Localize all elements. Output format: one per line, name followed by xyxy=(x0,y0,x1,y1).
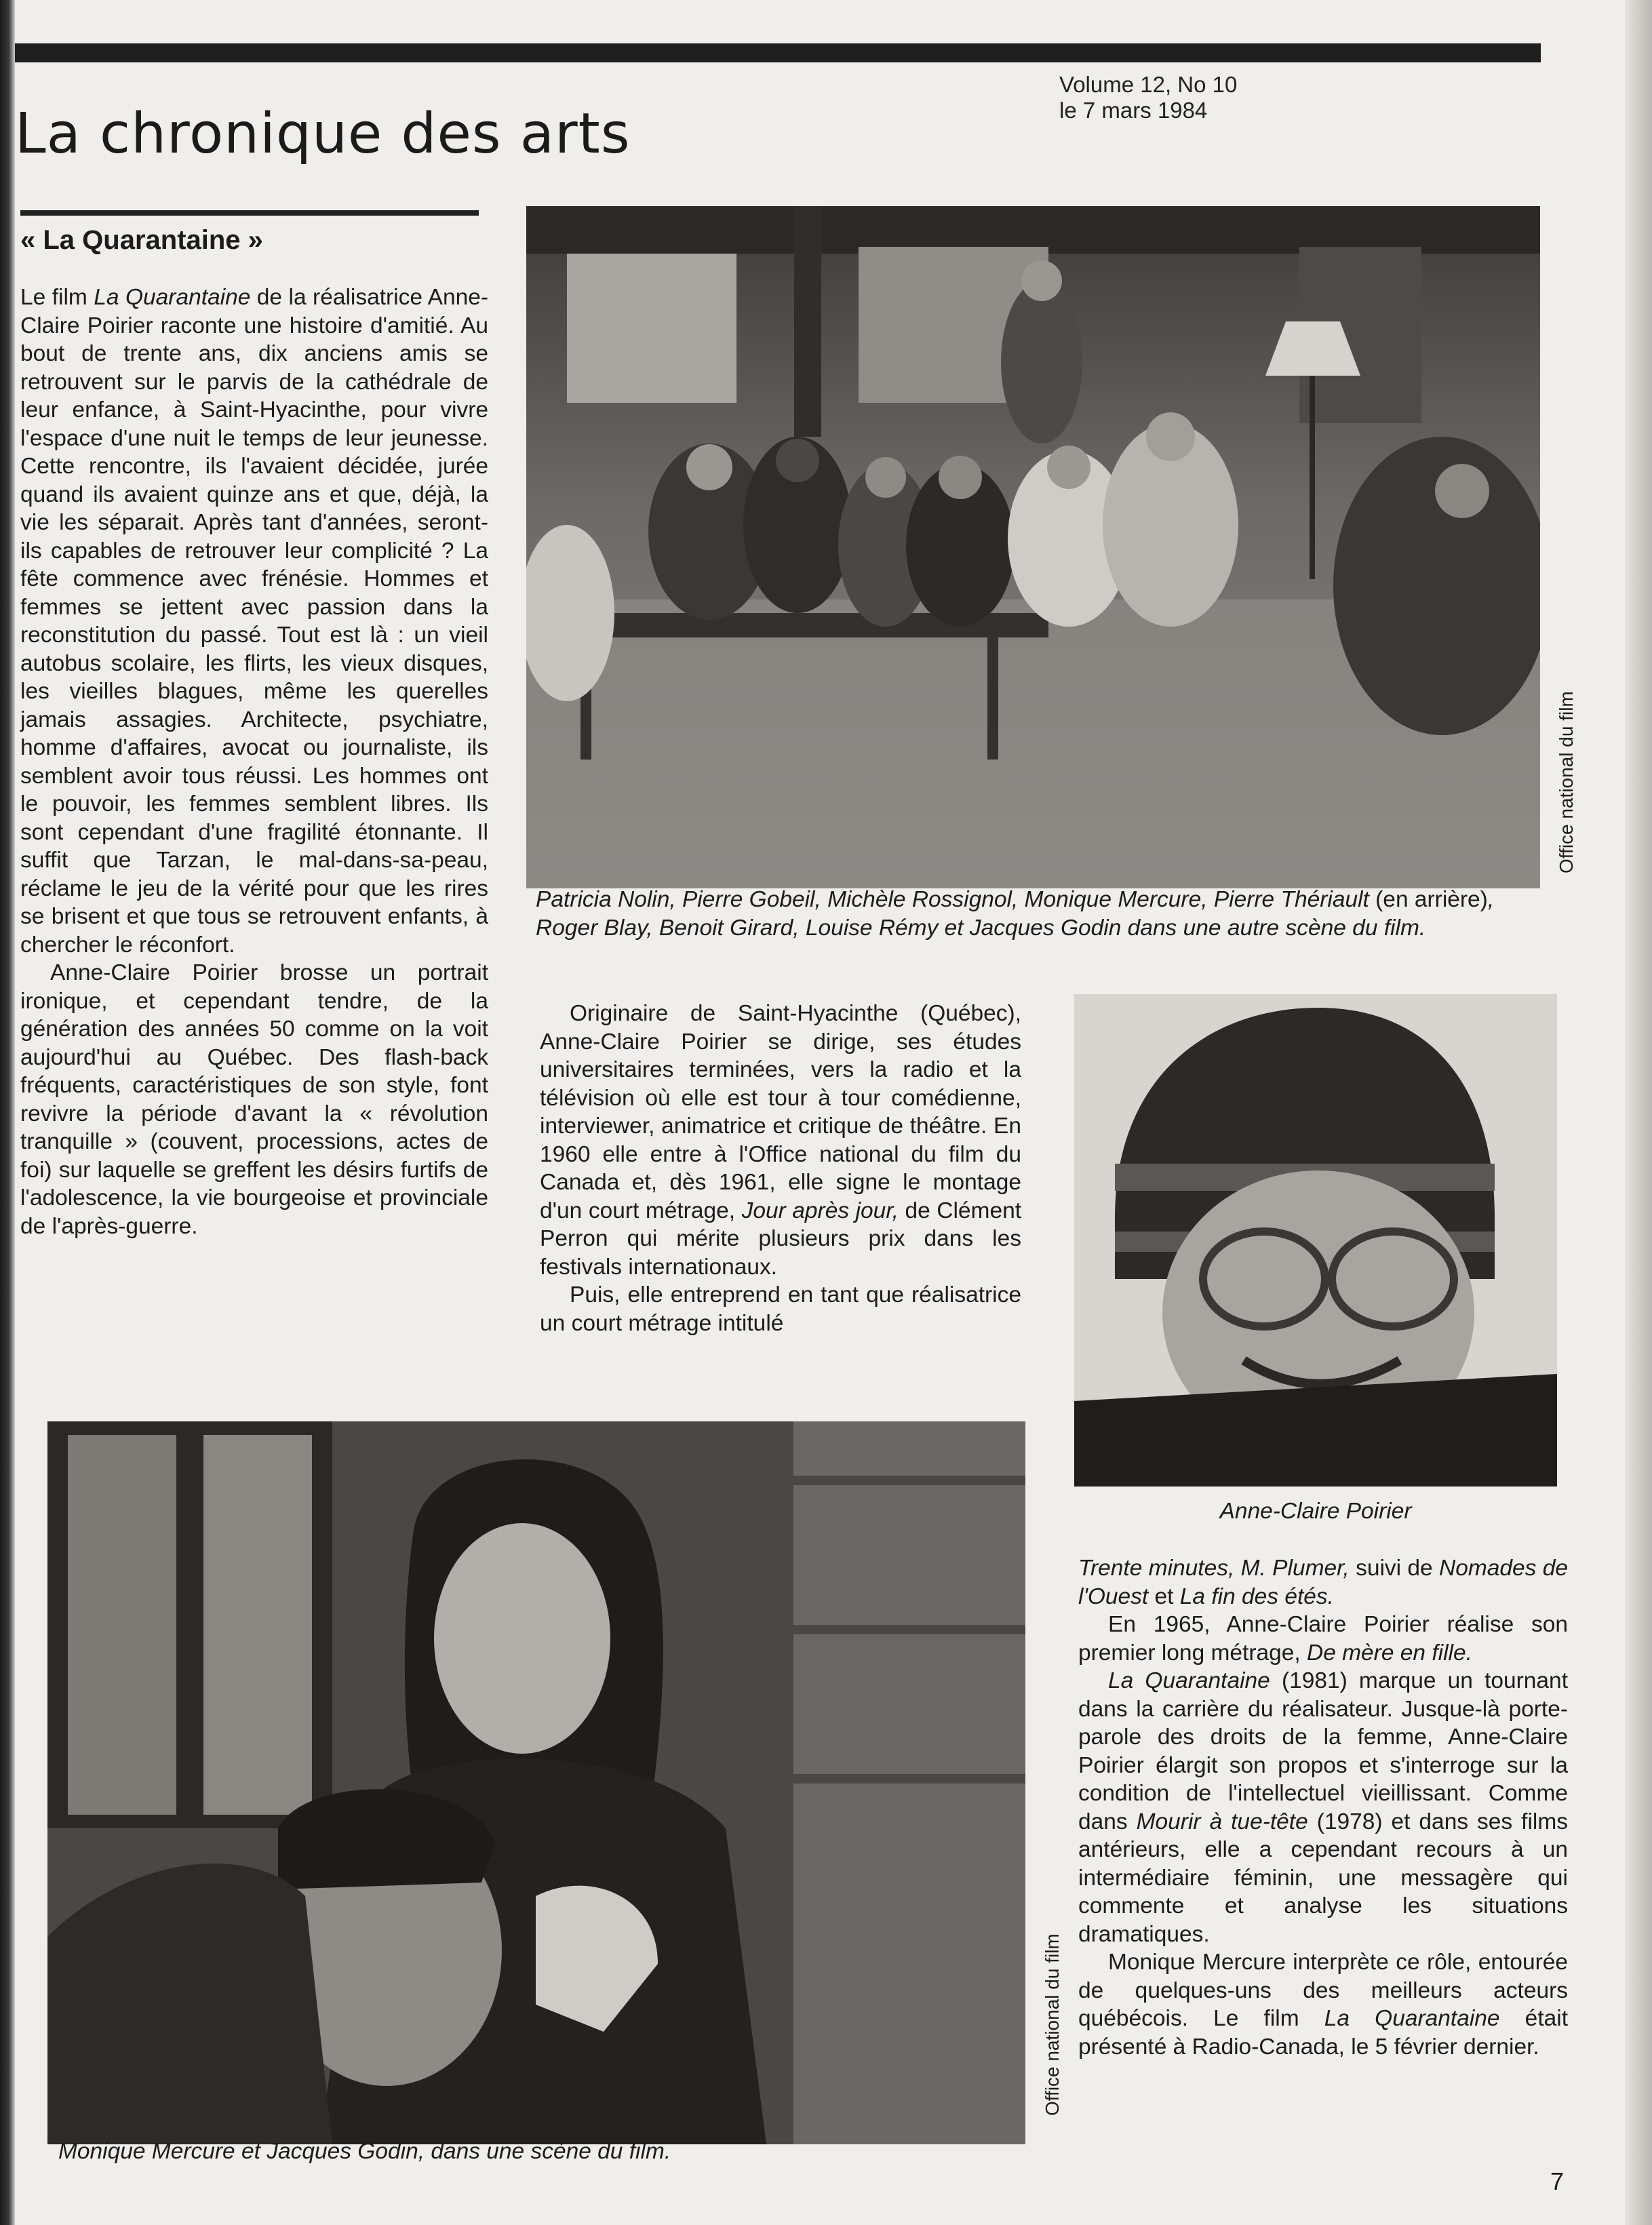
photo-credit: Office national du film xyxy=(1042,1933,1063,2116)
photo-credit: Office national du film xyxy=(1556,691,1577,873)
article-column-3 xyxy=(1078,1554,1568,2061)
issue-volume: Volume 12, No 10 xyxy=(1059,72,1238,97)
paragraph: Anne-Claire Poirier brosse un portrait ironique, et cependant tendre, de la génération des années 50 comme on la voit aujourd'hui au Québec. Des flash-back fréquents, caractéristiques de son style, font revivre la période d'avant la « révolution tranquille » (couvent, processions, actes de foi) sur laquelle se greffent les désirs furtifs de l'adolescence, la vie bourgeoise et provinciale de l'après-guerre. xyxy=(20,960,488,1239)
photo-caption-group: Patricia Nolin, Pierre Gobeil, Michèle Rossignol, Monique Mercure, Pierre Thériault (en arrière), Roger Blay, Benoit Girard, Louise Rémy et Jacques Godin dans une autre scène du film. xyxy=(536,887,1495,941)
page-right-edge xyxy=(1625,0,1652,2225)
paragraph: La Quarantaine (1981) marque un tournant dans la carrière du réalisateur. Jusque-là porte-parole des droits de la femme, Anne-Claire Poirier élargit son propos et s'interroge sur la condition de l'intellectuel vieillissant. Comme dans Mourir à tue-tête (1978) et dans ses films antérieurs, elle a cependant recours à un intermédiaire féminin, une messagère qui commente et analyse les situations dramatiques. xyxy=(1078,1668,1568,1947)
top-rule xyxy=(15,43,1541,62)
film-title: La fin des étés. xyxy=(1179,1583,1334,1609)
page-binding-edge xyxy=(0,0,15,2225)
photo-couple-scene xyxy=(47,1421,1025,2144)
film-title: Jour après jour, xyxy=(741,1198,899,1223)
article-column-1 xyxy=(20,283,488,1240)
issue-date: le 7 mars 1984 xyxy=(1059,98,1208,123)
issue-info xyxy=(1059,72,1237,123)
paragraph: Puis, elle entreprend en tant que réalisatrice un court métrage intitulé xyxy=(540,1282,1021,1336)
section-rule xyxy=(20,210,479,216)
article-column-2 xyxy=(540,1000,1021,1337)
film-title: La Quarantaine xyxy=(94,285,251,310)
page-number: 7 xyxy=(1550,2167,1565,2195)
paragraph: Trente minutes, M. Plumer, suivi de Nomades de l'Ouest et La fin des étés. xyxy=(1078,1556,1568,1609)
film-title: Nomades de l'Ouest xyxy=(1078,1556,1568,1609)
film-title: De mère en fille. xyxy=(1307,1640,1472,1666)
photo-caption-portrait: Anne-Claire Poirier xyxy=(1219,1499,1412,1524)
film-title: Trente minutes, M. Plumer, xyxy=(1078,1556,1350,1581)
photo-group-scene xyxy=(526,206,1540,888)
masthead-title: La chronique des arts xyxy=(15,102,631,166)
paragraph: Originaire de Saint-Hyacinthe (Québec), Anne-Claire Poirier se dirige, ses études universitaires terminées, vers la radio et la télévision où elle est tour à tour comédienne, interviewer, animatrice et critique de théâtre. En 1960 elle entre à l'Office national du film du Canada et, dès 1961, elle signe le montage d'un court métrage, Jour après jour, de Clément Perron qui mérite plusieurs prix dans les festivals internationaux. xyxy=(540,1001,1022,1280)
film-title: La Quarantaine xyxy=(1324,2006,1500,2031)
film-title: La Quarantaine xyxy=(1108,1668,1270,1693)
photo-portrait xyxy=(1074,994,1557,1486)
paragraph: Le film La Quarantaine de la réalisatrice Anne-Claire Poirier raconte une histoire d'amitié. Au bout de trente ans, dix anciens amis se retrouvent sur le parvis de la cathédrale de leur enfance, à Saint-Hyacinthe, pour vivre l'espace d'une nuit le temps de leur jeunesse. Cette rencontre, ils l'avaient décidée, jurée quand ils avaient quinze ans et que, déjà, la vie les séparait. Après tant d'années, seront-ils capables de retrouver leur complicité ? La fête commence avec frénésie. Hommes et femmes se jettent avec passion dans la reconstitution du passé. Tout est là : un vieil autobus scolaire, les flirts, les vieux disques, les vieilles blagues, même les querelles jamais assagies. Architecte, psychiatre, homme d'affaires, avocat ou journaliste, ils semblent avoir tous réussi. Les hommes ont le pouvoir, les femmes semblent libres. Ils sont cependant d'une fragilité étonnante. Il suffit que Tarzan, le mal-dans-sa-peau, réclame le jeu de la vérité pour que les rires se brisent et que tous se retrouvent enfants, à chercher le réconfort. xyxy=(20,285,488,958)
paragraph: Monique Mercure interprète ce rôle, entourée de quelques-uns des meilleurs acteurs québécois. Le film La Quarantaine était présenté à Radio-Canada, le 5 février dernier. xyxy=(1078,1950,1569,2060)
photo-caption-couple: Monique Mercure et Jacques Godin, dans une scène du film. xyxy=(58,2139,671,2164)
paragraph: En 1965, Anne-Claire Poirier réalise son premier long métrage, De mère en fille. xyxy=(1078,1612,1568,1666)
film-title: Mourir à tue-tête xyxy=(1136,1809,1308,1834)
article-title: « La Quarantaine » xyxy=(20,225,263,255)
